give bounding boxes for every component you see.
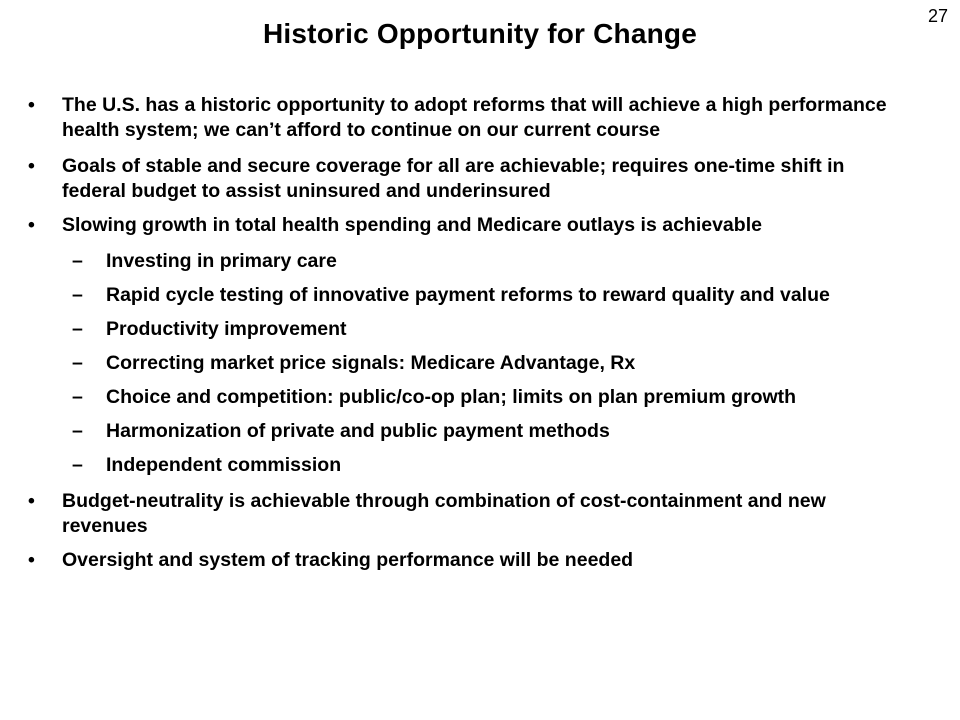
sub-bullet-text: Rapid cycle testing of innovative payment reforms to reward quality and value xyxy=(106,284,830,306)
dash-marker: – xyxy=(72,318,83,340)
sub-bullet-text: Investing in primary care xyxy=(106,250,337,272)
bullet-marker: • xyxy=(28,94,35,116)
sub-bullet-text: Harmonization of private and public payment methods xyxy=(106,420,610,442)
bullet-marker: • xyxy=(28,214,35,236)
sub-bullet-item xyxy=(28,317,908,342)
bullet-text: The U.S. has a historic opportunity to adopt reforms that will achieve a high performance health system; we can’t afford to continue on our current course xyxy=(62,94,887,141)
slide-content xyxy=(28,93,908,573)
bullet-text: Budget-neutrality is achievable through combination of cost-containment and new revenues xyxy=(62,490,826,537)
bullet-marker: • xyxy=(28,155,35,177)
bullet-text: Goals of stable and secure coverage for all are achievable; requires one-time shift in federal budget to assist uninsured and underinsured xyxy=(62,155,845,202)
sub-bullet-item xyxy=(28,249,908,274)
dash-marker: – xyxy=(72,352,83,374)
sub-bullet-text: Independent commission xyxy=(106,454,342,476)
sub-bullet-item xyxy=(28,385,908,410)
sub-bullet-item xyxy=(28,419,908,444)
bullet-item xyxy=(28,213,908,238)
bullet-marker: • xyxy=(28,549,35,571)
sub-bullet-text: Correcting market price signals: Medicare Advantage, Rx xyxy=(106,352,636,374)
sub-bullet-item xyxy=(28,283,908,308)
sub-bullet-text: Productivity improvement xyxy=(106,318,347,340)
bullet-item xyxy=(28,489,908,539)
sub-bullet-text: Choice and competition: public/co-op plan; limits on plan premium growth xyxy=(106,386,797,408)
bullet-item xyxy=(28,548,908,573)
sub-bullet-item xyxy=(28,351,908,376)
bullet-text: Oversight and system of tracking performance will be needed xyxy=(62,549,634,571)
page-number: 27 xyxy=(927,6,948,26)
dash-marker: – xyxy=(72,250,83,272)
bullet-item xyxy=(28,93,908,143)
bullet-item xyxy=(28,154,908,204)
dash-marker: – xyxy=(72,284,83,306)
dash-marker: – xyxy=(72,454,83,476)
slide-title: Historic Opportunity for Change xyxy=(263,18,697,49)
dash-marker: – xyxy=(72,420,83,442)
dash-marker: – xyxy=(72,386,83,408)
bullet-text: Slowing growth in total health spending and Medicare outlays is achievable xyxy=(62,214,762,236)
bullet-marker: • xyxy=(28,490,35,512)
sub-bullet-item xyxy=(28,453,908,478)
